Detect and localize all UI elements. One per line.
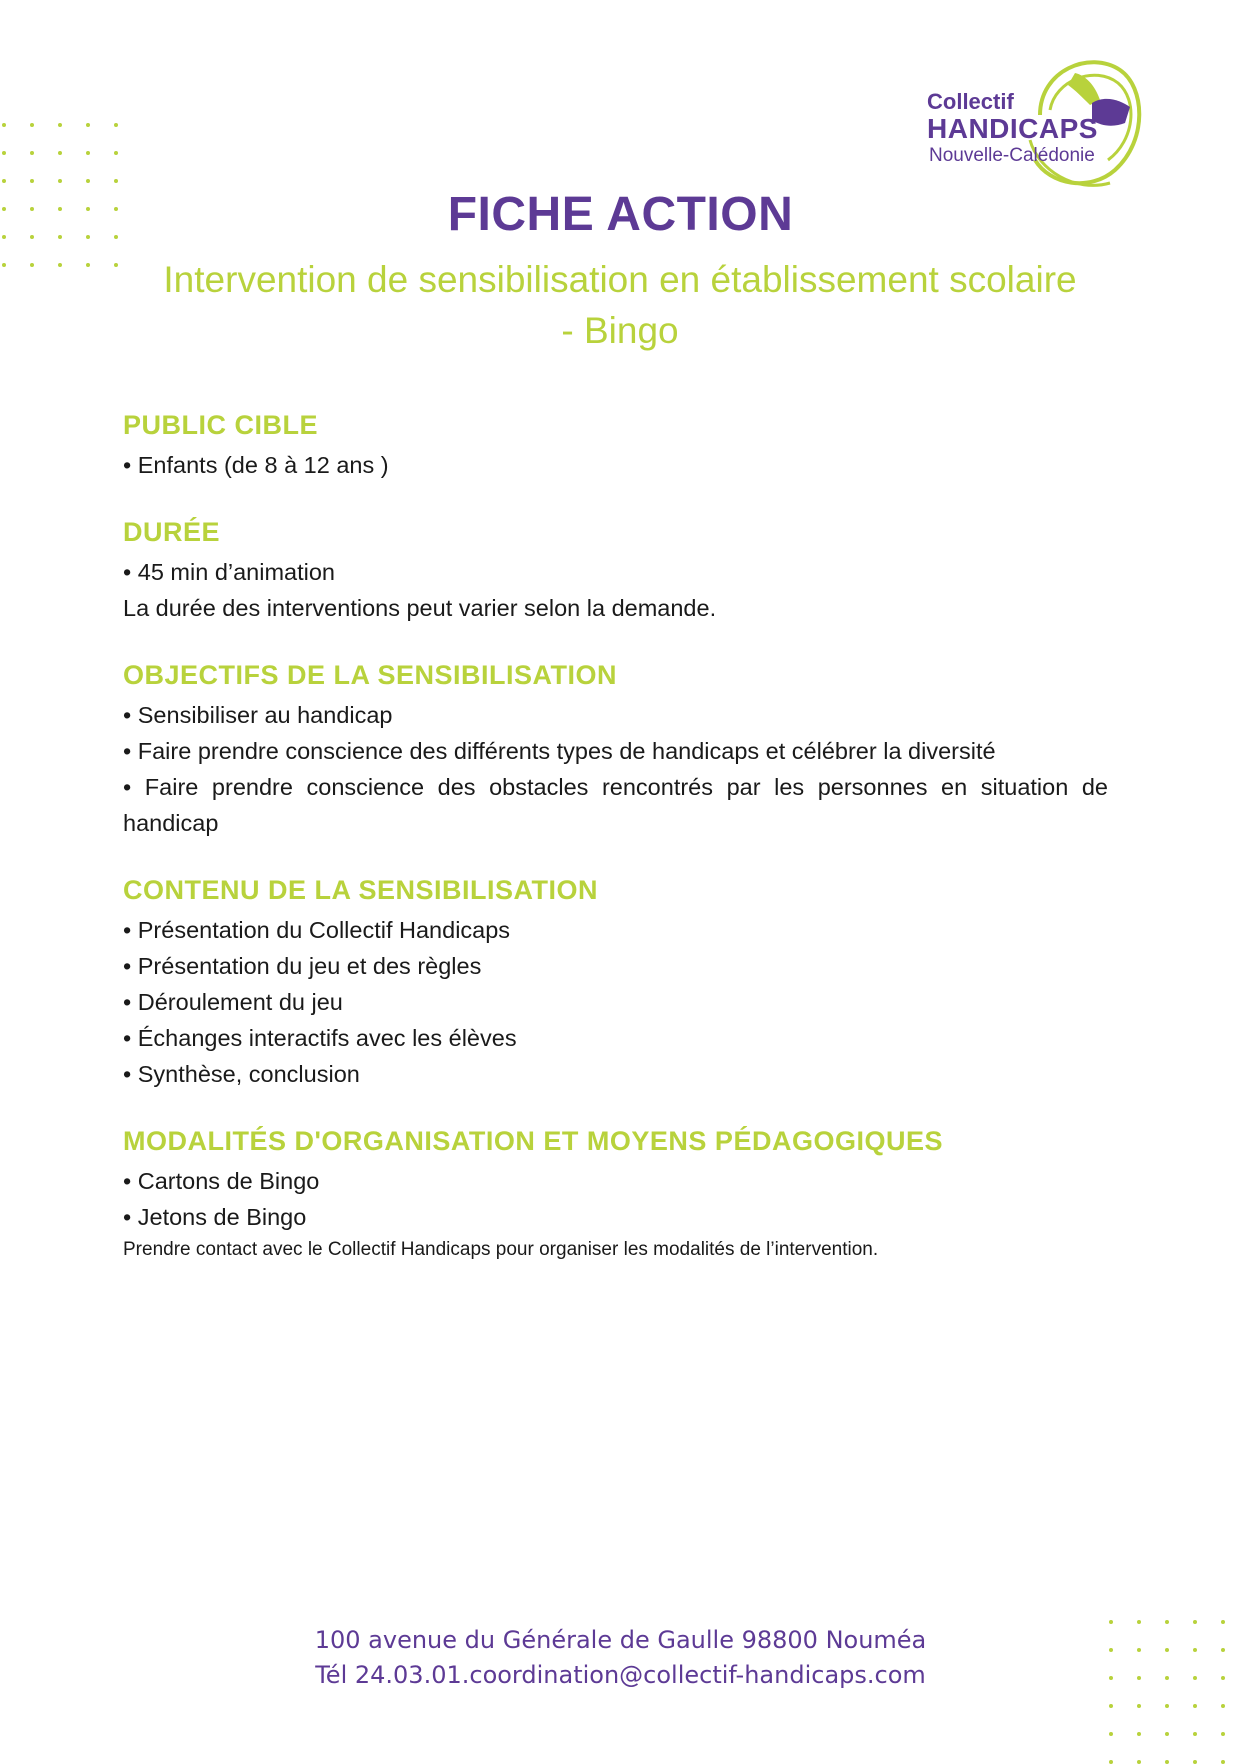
decorative-dot [30, 263, 34, 267]
section-heading: DURÉE [123, 517, 221, 547]
document-body [123, 410, 1108, 1299]
decorative-dot [1221, 1732, 1225, 1736]
bullet-line: • Présentation du Collectif Handicaps [123, 917, 511, 943]
decorative-dot [1137, 1732, 1141, 1736]
section-public-cible [123, 410, 1108, 483]
decorative-dot [1193, 1704, 1197, 1708]
decorative-dot [30, 123, 34, 127]
footer-contact: Tél 24.03.01.coordination@collectif-handicaps.com [315, 1661, 926, 1689]
bullet-line: • Enfants (de 8 à 12 ans ) [123, 452, 389, 478]
contact-note: Prendre contact avec le Collectif Handicaps pour organiser les modalités de l’intervention. [123, 1239, 879, 1260]
footer-address: 100 avenue du Générale de Gaulle 98800 Nouméa [314, 1626, 927, 1654]
section-heading: OBJECTIFS DE LA SENSIBILISATION [123, 660, 618, 690]
decorative-dot [30, 179, 34, 183]
footer [0, 1623, 1241, 1693]
bullet-line: • Synthèse, conclusion [123, 1061, 360, 1087]
decorative-dot [1109, 1732, 1113, 1736]
decorative-dot [1109, 1704, 1113, 1708]
section-objectifs [123, 660, 1108, 841]
bullet-line: • Présentation du jeu et des règles [123, 953, 482, 979]
decorative-dot [30, 151, 34, 155]
bullet-line: • 45 min d’animation [123, 559, 336, 585]
bullet-line: • Cartons de Bingo [123, 1168, 320, 1194]
decorative-dot [1137, 1704, 1141, 1708]
section-contenu [123, 875, 1108, 1092]
decorative-dot [86, 151, 90, 155]
decorative-dot [86, 179, 90, 183]
decorative-dot [114, 151, 118, 155]
decorative-dot [1165, 1704, 1169, 1708]
page-title: FICHE ACTION [447, 188, 794, 241]
bullet-line: • Faire prendre conscience des obstacles rencontrés par les personnes en situation de handicap [123, 774, 1108, 836]
decorative-dot [2, 263, 6, 267]
decorative-dot [2, 179, 6, 183]
logo-line-region: Nouvelle-Calédonie [929, 145, 1095, 166]
decorative-dot [1193, 1732, 1197, 1736]
page-subtitle: Intervention de sensibilisation en établissement scolaire - Bingo [163, 259, 1077, 351]
section-duree [123, 517, 1108, 626]
decorative-dot [86, 123, 90, 127]
section-modalites [123, 1126, 1108, 1265]
decorative-dot [1109, 1760, 1113, 1764]
decorative-dot [1193, 1760, 1197, 1764]
decorative-dot [114, 123, 118, 127]
bullet-line: • Jetons de Bingo [123, 1204, 307, 1230]
bullet-line: • Faire prendre conscience des différents types de handicaps et célébrer la diversité [123, 738, 996, 764]
decorative-dot [1137, 1760, 1141, 1764]
decorative-dot [114, 263, 118, 267]
decorative-dot [58, 263, 62, 267]
decorative-dot [58, 123, 62, 127]
logo-line-collectif: Collectif [927, 89, 1014, 114]
decorative-dot [1221, 1760, 1225, 1764]
decorative-dot [58, 151, 62, 155]
decorative-dot [114, 179, 118, 183]
logo-line-handicaps: HANDICAPS [927, 113, 1098, 144]
text-line: La durée des interventions peut varier selon la demande. [123, 595, 717, 621]
decorative-dot [1221, 1704, 1225, 1708]
bullet-line: • Sensibiliser au handicap [123, 702, 393, 728]
decorative-dot [58, 179, 62, 183]
decorative-dot [2, 151, 6, 155]
collectif-handicaps-logo [915, 45, 1175, 195]
decorative-dot [86, 263, 90, 267]
section-heading: CONTENU DE LA SENSIBILISATION [123, 875, 599, 905]
section-heading: MODALITÉS D'ORGANISATION ET MOYENS PÉDAGOGIQUES [123, 1126, 943, 1156]
bullet-line: • Échanges interactifs avec les élèves [123, 1025, 517, 1051]
section-heading: PUBLIC CIBLE [123, 410, 318, 440]
decorative-dot [2, 123, 6, 127]
bullet-line: • Déroulement du jeu [123, 989, 343, 1015]
decorative-dot [1165, 1760, 1169, 1764]
decorative-dot [1165, 1732, 1169, 1736]
